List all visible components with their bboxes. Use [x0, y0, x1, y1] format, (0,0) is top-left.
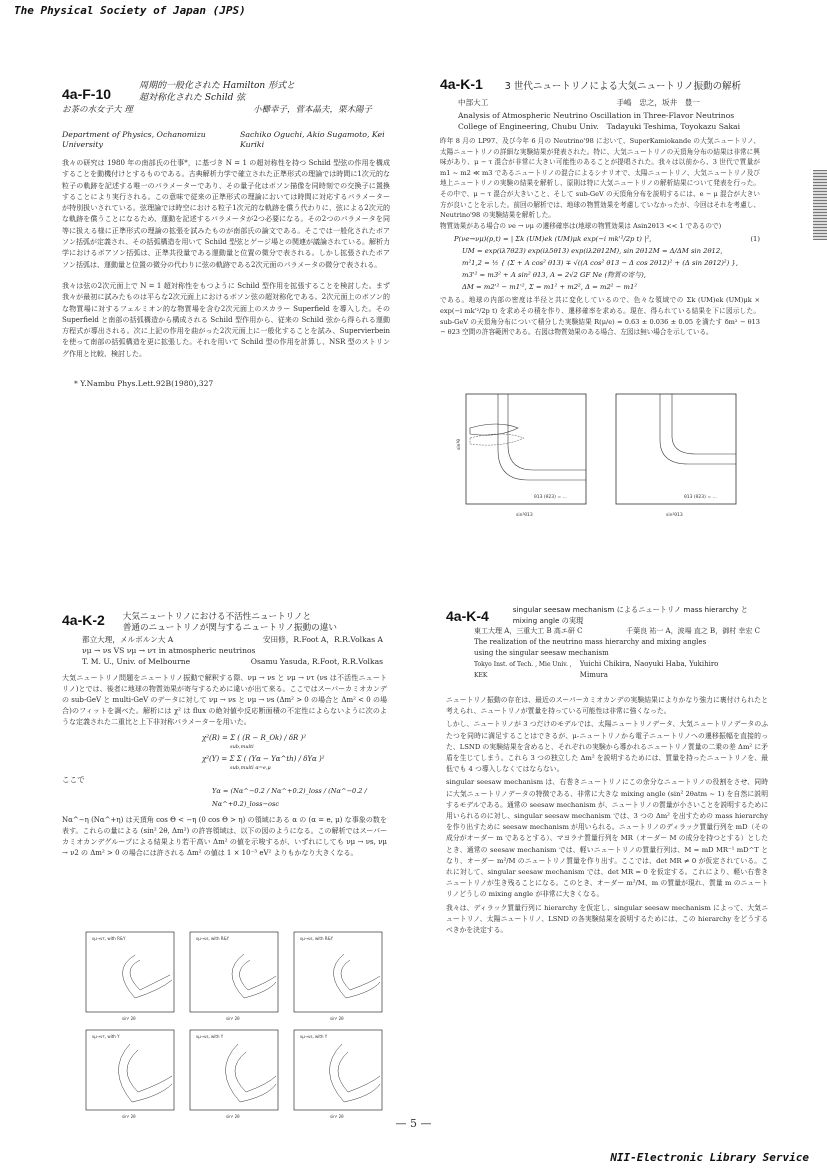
x-axis-label: sin² 2θ	[330, 1016, 344, 1021]
authors-jp: 安田修，R.Foot A，R.R.Volkas A	[262, 635, 383, 644]
authors-jp: 小櫛幸子，菅本晶夫，栗木陽子	[252, 105, 372, 115]
abstract-code: 4a-F-10	[62, 86, 112, 102]
abstract-title: singular seesaw mechanism によるニュートリノ mass hierarchy と	[512, 605, 748, 614]
abstract-paragraph: Nα^−η (Nα^+η) は天頂角 cos Θ < −η (0 cos Θ > η) の領域にある α の (α = e, μ) な事象の数を表す。これらの量による (sin² 2θ, Δm²) の許容領域は、以下の図のようになる。この解析ではスーパーカミオカンデグループによる結果より若干高い Δm² の値を示唆するが、いずれにしても νμ → νs, νμ → ν2 の Δm² > 0 の場合には許される Δm² の値は 1 × 10⁻³ eV² よりもかなり大きくなる。	[62, 816, 387, 857]
equation-subscript: sub,multi	[230, 744, 254, 750]
page-number: — 5 —	[395, 1117, 432, 1130]
abstract-paragraph: 我々は弦の2次元面上で N = 1 超対称性をもつように Schild 型作用を拡張することを検討した。まず我々が最初に試みたものは平らな2次元面上におけるボソン弦の超対称化である。2次元面上のボソン的な物質場に対するフェルミオン的な物質場を含む2次元面上のスカラー Superfield を導入した。その Superfield と南部の括弧構造から構成される Schild 型作用から、従来の Schild 弦から得られる運動方程式が導出される。次に上記の作用を曲がった2次元面上に一般化することを試み、Supervierbein を使って南部の括弧構造を更に拡張した。それを用いて Schild 型の作用を計算し、NSR 型のストリング作用と比較、検討した。	[62, 281, 390, 358]
department-en: Department of Physics, Ochanomizu University	[62, 130, 206, 149]
institution-en: College of Engineering, Chubu Univ.	[458, 122, 599, 131]
institution-jp: 東工大理 A，三重大工 B 高エ研 C	[474, 627, 583, 635]
equation: P(νe→νμ)(p,t) = | Σk (UM)ek (UM)μk exp(−i mk'²/2p t) |²,	[454, 235, 652, 244]
abstract-paragraph: 物質効果がある場合の νe → νμ の遷移確率は(地球の物質効果は Asin2θ13 << 1 であるので)	[440, 221, 722, 230]
x-axis-label: sin² 2θ	[122, 1016, 136, 1021]
abstract-paragraph: 昨年 8 月の LP97、及び今年 6 月の Neutrino'98 において、SuperKamiokande の大気ニュートリノ、太陽ニュートリノの詳細な実験結果が発表された。特に、大気ニュートリノの天頂角分布の結果は非常に興味があり、μ − τ 混合が非常に大きい可能性のあることが提唱された。我々は以前から、3 世代で質量が m1 ~ m2 ≪ m3 であるニュートリノの混合によるシナリオで、太陽ニュートリノ、大気ニュートリノ及び地上ニュートリノの実験の結果を解析し、原則は特に大気ニュートリノの解析結果について発表を行った。その中で、μ − τ 混合が大きいこと、そして sub-GeV の天頂角分布を説明するには、e − μ 混合が大きい方が良いことを示した。前回の解析では、地球の物質効果を考慮していなかったが、今回はそれを考慮し、Neutrino'98 の実験結果を解析した。	[440, 137, 760, 220]
authors-en: Tadayuki Teshima, Toyokazu Sakai	[606, 122, 740, 131]
institution-jp: 中部大工	[458, 98, 489, 107]
equation: χ²(Y) = Σ Σ ( (Yα − Yα^th) / δYα )²	[202, 755, 325, 763]
abstract-4a-F-10	[62, 80, 390, 440]
abstract-4a-K-2	[62, 612, 387, 922]
equation: ΔM = m2'² − m1'², Σ = m1² + m2², Δ = m2² − m1²	[462, 283, 638, 292]
abstract-code: 4a-K-1	[440, 76, 483, 92]
authors-jp: 手嶋 忠之，坂井 豊一	[616, 98, 700, 107]
small-plot	[190, 932, 278, 1021]
x-axis-label: sin²θ13	[666, 513, 683, 518]
equation: m²1,2 = ½ { (Σ + A cos² θ13) ∓ √((A cos² θ13 − Δ cos 2θ12)² + (Δ sin 2θ12)²) },	[462, 259, 738, 268]
abstract-4a-K-4	[446, 604, 768, 1024]
x-axis-label: sin² 2θ	[226, 1016, 240, 1021]
equation: χ²(R) = Σ ( (R − R_Ok) / δR )²	[202, 734, 307, 742]
abstract-paragraph: singular seesaw mechanism は、右巻きニュートリノにこの余分なニュートリノの役割をさせ、同時に大気ニュートリノデータの特徴である、非常に大きな mixing angle (sin² 2θatm ~ 1) を自然に説明するモデルである。通常の seesaw mechanism が、ニュートリノの質量が小さいことを説明するために用いられるのに対し、singular seesaw mechanism では、3 つの Δm² を出すための mass hierarchy を作り出すために seesaw mechanism が用いられる。ニュートリノのディラック質量行列を mD（その成分がオーダー m であるとする）、マヨラナ質量行列を MR（オーダー M の成分を持つとする）としたとき、通常の seesaw mechanism では、軽いニュートリノの質量行列は、M = mD MR⁻¹ mD^T となり、オーダー m²/M のニュートリノ質量を作り出す。ここでは、det MR ≠ 0 が仮定されている。これに対して、singular seesaw mechanism では、det MR = 0 を仮定する。これにより、軽い右巻きニュートリノが生き残ることになる。このとき、オーダー m²/M、m の質量が現れ、質量 m のニュートリノどうしの mixing angle が非常に大きくなる。	[446, 778, 768, 899]
x-axis-label: sin² 2θ	[330, 1114, 344, 1119]
title-en-2: using the singular seesaw mechanism	[474, 649, 609, 657]
small-plot	[294, 932, 382, 1021]
authors-en: Yuichi Chikira, Naoyuki Haba, Yukihiro Mimura	[579, 660, 719, 679]
equation-number: (1)	[750, 235, 760, 244]
small-plot	[86, 932, 174, 1021]
small-plot	[190, 1030, 278, 1119]
abstract-paragraph: ニュートリノ振動の存在は、最近のスーパーカミオカンデの実験結果によりかなり強力に裏付けられたと考えられ、ニュートリノが質量を持っている可能性は非常に強くなった。	[446, 696, 768, 716]
equation: UM = exp(iλ7θ23) exp(iλ5θ13) exp(iλ2θ12M), sin 2θ12M = Δ/ΔM sin 2θ12,	[462, 247, 723, 256]
x-axis-label: sin² 2θ	[226, 1114, 240, 1119]
plot-label: νμ→νs, with R&Y	[300, 936, 334, 941]
institution-jp: お茶の水女子大 理	[62, 105, 133, 115]
plot-label: θ13 (θ23) = ...	[534, 495, 567, 500]
abstract-title-2: mixing angle の実現	[512, 616, 584, 625]
contour-plot-left	[458, 390, 598, 520]
library-service-footer: NII-Electronic Library Service	[610, 1151, 809, 1164]
contour-plot-right	[608, 390, 748, 520]
footnote: * Y.Nambu Phys.Lett.92B(1980),327	[74, 379, 214, 389]
abstract-paragraph: である。地球の内部の密度は半径と共に変化しているので、色々な領域での Σk (UM)ek (UM)μk × exp(−i mk'²/2p t) を求めその積を作り、遷移確率を求める。現在、得られている結果を下に図示した。sub-GeV の天頂角分布について積分した実験結果 R(μ/e) = 0.63 ± 0.036 ± 0.05 を満たす δm² − θ13 − θ23 空間の許容範囲である。右図は物質効果のある場合、左図は無い場合を示している。	[440, 296, 760, 337]
title-en: Analysis of Atmospheric Neutrino Oscillation in Three-Flavor Neutrinos	[458, 111, 735, 120]
abstract-code: 4a-K-2	[62, 612, 105, 628]
side-tab-marker	[813, 170, 827, 240]
text-here: ここで	[62, 775, 85, 784]
abstract-paragraph: しかし、ニュートリノが 3 つだけのモデルでは、太陽ニュートリノデータ、大気ニュートリノデータのふたつを同時に満足することはできるが、μ-ニュートリノから電子ニュートリノへの遷移振幅を直接的った、LSND の実験結果を含めると、それぞれの実験から導かれるニュートリノ質量の二乗の差 Δm² に矛盾を生じてしまう。これら 3 つの独立した Δm² を説明するためには、質量を持ったニュートリノを、最低でも 4 つ導入しなくてはならない。	[446, 720, 768, 774]
x-axis-label: sin² 2θ	[122, 1114, 136, 1119]
plot-grid-svg	[80, 930, 390, 1120]
plot-label: θ13 (θ23) = ...	[684, 495, 717, 500]
institution-en: T. M. U., Univ. of Melbourne	[82, 657, 191, 666]
plot-label: νμ→νs, with Y	[196, 1034, 224, 1039]
abstract-title-2: 普通のニュートリノが関与するニュートリノ振動の違い	[122, 623, 337, 633]
title-en: νμ → νs VS νμ → ντ in atmospheric neutrinos	[82, 646, 256, 655]
institution-jp: 都立大理，メルボルン大 A	[82, 635, 174, 644]
x-axis-label: sin²θ13	[516, 513, 533, 518]
journal-header: The Physical Society of Japan (JPS)	[14, 4, 246, 17]
equation: m3'² = m3² + A sin² θ13, A = 2√2 GF Ne (物質の寄与),	[462, 271, 646, 280]
abstract-title-2: 超対称化された Schild 弦	[139, 93, 246, 103]
plot-label: νμ→ντ, with R&Y	[92, 936, 126, 941]
y-axis-label: sin²θ	[457, 438, 462, 450]
authors-jp: 千葉良 祐一 A，波場 直之 B，御村 幸宏 C	[626, 627, 760, 635]
plot-label: νμ→ντ, with Y	[92, 1034, 120, 1039]
institution-en: Tokyo Inst. of Tech. , Mie Univ. , KEK	[474, 661, 572, 679]
authors-en: Osamu Yasuda, R.Foot, R.R.Volkas	[250, 657, 383, 666]
abstract-title: 大気ニュートリノにおける不活性ニュートリノと	[122, 612, 312, 622]
abstract-code: 4a-K-4	[446, 608, 489, 624]
plot-grid	[80, 930, 390, 1120]
small-plot	[294, 1030, 382, 1119]
abstract-title: 3 世代ニュートリノによる大気ニュートリノ振動の解析	[504, 81, 742, 92]
abstract-paragraph: 大気ニュートリノ問題をニュートリノ振動で解釈する際、νμ → νs と νμ → ντ (νs は不活性ニュートリノ)とでは、後者に地球の物質効果が寄与するために違いが出て来る。ここではスーパーカミオカンデの sub-GeV と multi-GeV のデータに対して νμ → νs と νμ → νs (Δm² > 0 の場合と Δm² < 0 の場合)のフィットを調べた。解析には χ² は flux の絶対値や反応断面積の不定性によらないように次のような定義された二重比と上下非対称パラメーターを用いた。	[62, 674, 387, 726]
abstract-paragraph: 我々の研究は 1980 年の南部氏の仕事*，に基づき N = 1 の超対称性を持つ Schild 型弦の作用を構成することを動機付けとするものである。古典解析力学で確立された正準形式の理論では時間に1次元的な粒子の軌跡を記述する唯一のパラメーターであり、その量子化はボソン描像を同時刻での交換子に置換することにより実行される。この意味で従来の正準形式の理論においては時間に対応するパラメーターが特別扱いされている。弦理論では時空における粒子1次元的な軌跡を償う代わりに、弦による2次元的な軌跡を償うことになるため、運動を記述するパラメータが2つ必要になる。その2つのパラメータを同等に扱える様に正準形式の理論の拡張を試みたものが南部氏の論文である。そこでは一般化されたボアソン括弧が定義され、その括弧構造を用いて Schild 型弦とゲージ場との関連が議論されている。解析力学におけるボアソン括弧は、正準共役量である運動量と位置の微分で表される。しかし拡張されたボアソン括弧は、運動量と位置の微分の代わりに弦の軌跡である2次元面のパラメータの微分で表される。	[62, 159, 390, 269]
abstract-paragraph: 我々は、ディラック質量行列に hierarchy を仮定し、singular seesaw mechanism によって、大気ニュートリノ、太陽ニュートリノ、LSND の各実験結果を説明するためには、この hierarchy をどうするべきかを決定する。	[446, 903, 768, 935]
abstract-title: 周期的一般化された Hamilton 形式と	[139, 81, 296, 91]
equation-subscript: sub,multi α=e,μ	[230, 765, 271, 771]
title-en: The realization of the neutrino mass hierarchy and mixing angles	[474, 638, 707, 646]
authors-en: Sachiko Oguchi, Akio Sugamoto, Kei Kuriki	[240, 130, 385, 149]
small-plot	[86, 1030, 174, 1119]
plot-label: νμ→νs, with Y	[300, 1034, 328, 1039]
plot-label: νμ→νs, with R&Y	[196, 936, 230, 941]
equation: Yα = (Nα^−0.2 / Nα^+0.2)_loss / (Nα^−0.2 / Nα^+0.2)_loss−osc	[212, 787, 367, 808]
